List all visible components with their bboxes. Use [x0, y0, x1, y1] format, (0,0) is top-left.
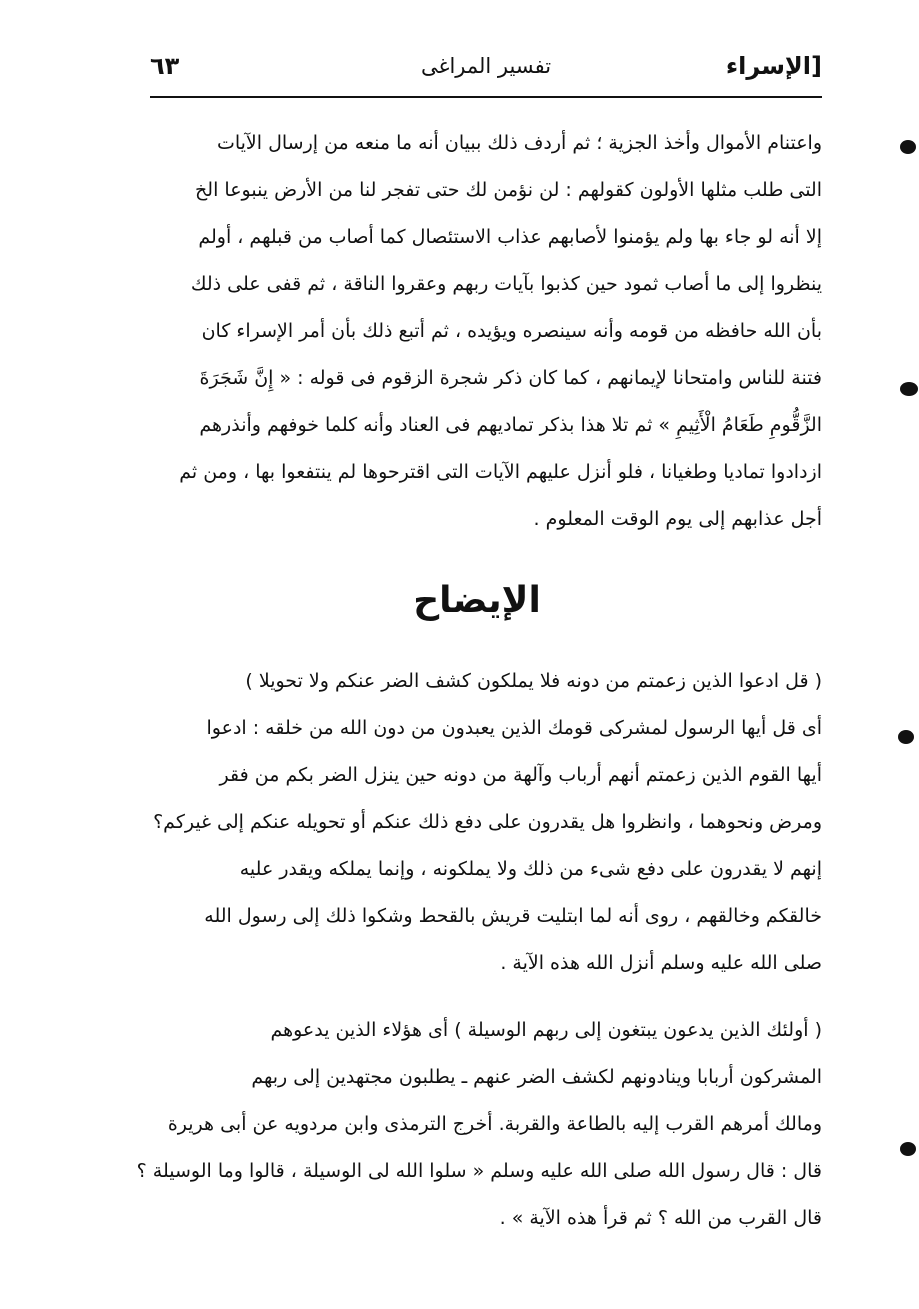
text-line: قال : قال رسول الله صلى الله عليه وسلم « سلوا الله لى الوسيلة ، قالوا وما الوسيلة ؟ — [136, 1160, 822, 1182]
text-line: صلى الله عليه وسلم أنزل الله هذه الآية . — [500, 952, 822, 974]
summary-paragraph — [132, 120, 822, 543]
text-line: التى طلب مثلها الأولون كقولهم : لن نؤمن لك حتى تفجر لنا من الأرض ينبوعا الخ — [195, 179, 822, 201]
text-line: واعتنام الأموال وأخذ الجزية ؛ ثم أردف ذلك ببيان أنه ما منعه من إرسال الآيات — [216, 132, 822, 154]
explanation-paragraph-1 — [132, 658, 822, 987]
explanation-paragraph-2 — [132, 1007, 822, 1242]
page-number: ٦٣ — [150, 52, 180, 80]
text-line: ومرض ونحوهما ، وانظروا هل يقدرون على دفع ذلك عنكم أو تحويله عنكم إلى غيركم؟ — [153, 811, 822, 833]
margin-mark — [898, 730, 914, 744]
text-line: إنهم لا يقدرون على دفع شىء من ذلك ولا يملكونه ، وإنما يملكه ويقدر عليه — [239, 858, 822, 880]
text-line: خالقكم وخالقهم ، روى أنه لما ابتليت قريش بالقحط وشكوا ذلك إلى رسول الله — [204, 905, 822, 927]
text-line: إلا أنه لو جاء بها ولم يؤمنوا لأصابهم عذاب الاستئصال كما أصاب من قبلهم ، أولم — [198, 226, 822, 248]
text-line: ( قل ادعوا الذين زعمتم من دونه فلا يملكون كشف الضر عنكم ولا تحويلا ) — [245, 670, 822, 692]
text-line: أجل عذابهم إلى يوم الوقت المعلوم . — [533, 508, 822, 530]
text-line: ومالك أمرهم القرب إليه بالطاعة والقربة. أخرج الترمذى وابن مردويه عن أبى هريرة — [167, 1113, 822, 1135]
book-title: تفسير المراغى — [420, 54, 552, 78]
text-line: أى قل أيها الرسول لمشركى قومك الذين يعبدون من دون الله من خلقه : ادعوا — [206, 717, 822, 739]
text-line: ( أولئك الذين يدعون يبتغون إلى ربهم الوسيلة ) أى هؤلاء الذين يدعوهم — [270, 1019, 822, 1041]
text-line: فتنة للناس وامتحانا لإيمانهم ، كما كان ذكر شجرة الزقوم فى قوله : « إِنَّ شَجَرَةَ — [199, 367, 822, 389]
section-heading: الإيضاح — [413, 580, 541, 621]
text-line: ازدادوا تماديا وطغيانا ، فلو أنزل عليهم الآيات التى اقترحوها لم ينتفعوا بها ، ومن ثم — [179, 461, 822, 483]
surah-name: [الإسراء — [725, 52, 822, 80]
text-line: قال القرب من الله ؟ ثم قرأ هذه الآية » . — [499, 1207, 822, 1229]
page-header — [150, 52, 822, 96]
text-line: بأن الله حافظه من قومه وأنه سينصره ويؤيده ، ثم أتبع ذلك بأن أمر الإسراء كان — [201, 320, 822, 342]
margin-mark — [900, 382, 918, 396]
margin-mark — [900, 140, 916, 154]
text-line: الزَّقُّومِ طَعَامُ الْأَثِيمِ » ثم تلا هذا بذكر تماديهم فى العناد وأنه كلما خوفهم وأنذرهم — [199, 414, 822, 436]
text-line: المشركون أربابا وينادونهم لكشف الضر عنهم ـ يطلبون مجتهدين إلى ربهم — [251, 1066, 822, 1088]
text-line: أيها القوم الذين زعمتم أنهم أرباب وآلهة من دونه حين ينزل الضر بكم من فقر — [219, 764, 822, 786]
margin-mark — [900, 1142, 916, 1156]
header-rule — [150, 96, 822, 98]
text-line: ينظروا إلى ما أصاب ثمود حين كذبوا بآيات ربهم وعقروا الناقة ، ثم قفى على ذلك — [190, 273, 822, 295]
